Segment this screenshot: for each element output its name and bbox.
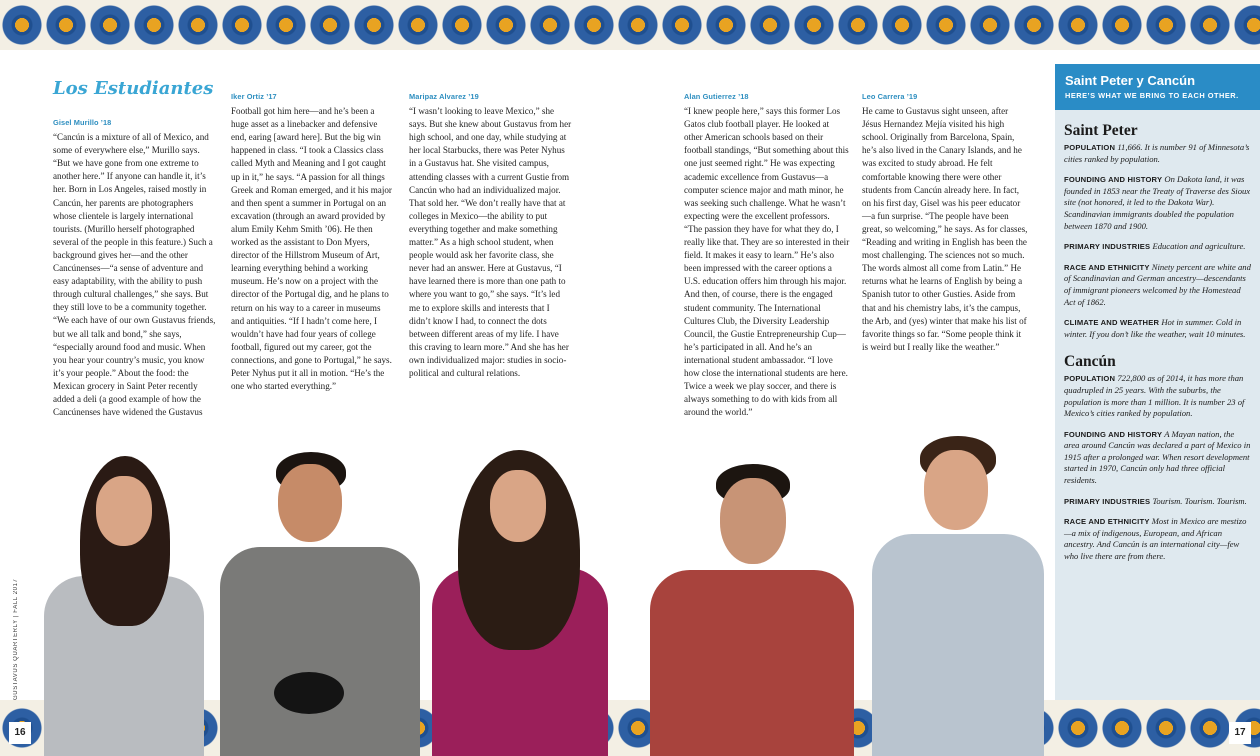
sidebar-header <box>1055 64 1260 110</box>
sidebar-facts <box>1055 64 1260 700</box>
fact-text: Most in Mexico are mestizo—a mix of indigenous, European, and African ancestry. And Cancún is an international city—few who live there are from there. <box>1064 516 1247 562</box>
cancun-ethnicity <box>1064 516 1251 562</box>
student-column-ortiz <box>231 90 394 393</box>
sidebar-body <box>1055 110 1260 563</box>
fact-label: PRIMARY INDUSTRIES <box>1064 496 1151 506</box>
student-column-carrera <box>862 90 1028 354</box>
student-column-gutierrez <box>684 90 850 419</box>
saint-peter-industries <box>1064 241 1251 253</box>
student-byline: Alan Gutierrez ’18 <box>684 92 749 101</box>
student-text: “Cancún is a mixture of all of Mexico, and some of everywhere else,” Murillo says. “But we have gone from one extreme to another here.” If anyone can handle it, it’s her. Born in Los Angeles, raised mostly in Cancún, her parents are photographers whose clientele is largely international tourists. (Murillo herself photographed several of the people in this feature.) Such a background gives her—and the other Cancúnenses—“a sense of adventure and easy adaptability, with the ability to push through cultural challenges,” she says. But they still love to be a community together. “We each have of our own Gustavus friends, but we all talk and bond,” she says, “especially around food and music. When you hear your country’s music, you know it’s your people.” About the food: the Mexican grocery in Saint Peter recently added a deli (a good example of how the Cancúnenses have widened the Gustavus <box>53 132 216 418</box>
sidebar-subtitle: HERE’S WHAT WE BRING TO EACH OTHER. <box>1065 91 1239 100</box>
sidebar-title: Saint Peter y Cancún <box>1065 73 1196 88</box>
student-text: He came to Gustavus sight unseen, after Jésus Hernandez Mejía visited his high school. Originally from Barcelona, Spain, he’s also lived in the Canary Islands, and he was excited to study abroad. He felt comfortable knowing there were other students from Cancún already here. In fact, on his first day, Gisel was his peer educator—a fun surprise. “The people have been great, so welcoming,” he says. As for classes, “Reading and writing in English has been the most challenging. The sciences not so much. The words almost all come from Latin.” He returns what he learns of English by being a Spanish tutor to other Gusties. Aside from that and his chemistry labs, it’s the campus, the Arb, and (yes) winter that make his list of favorite things so far. “Some people think it is weird but I really like the weather.” <box>862 106 1028 352</box>
cancun-industries <box>1064 496 1251 508</box>
cancun-heading: Cancún <box>1064 353 1116 371</box>
fact-text: Hot in summer. Cold in winter. If you don’t like the weather, wait 10 minutes. <box>1064 317 1246 339</box>
fact-label: FOUNDING AND HISTORY <box>1064 175 1163 185</box>
student-column-murillo <box>53 116 217 419</box>
student-column-alvarez <box>409 90 573 380</box>
section-title: Los Estudiantes <box>53 78 214 99</box>
student-byline: Iker Ortiz ’17 <box>231 92 277 101</box>
fact-text: 722,800 as of 2014, it has more than quadrupled in 25 years. With the suburbs, the population is more than 1 million. It is number 23 of Mexico’s cities ranked by population. <box>1064 373 1245 419</box>
page-number-left: 16 <box>9 722 31 744</box>
student-text: “I wasn’t looking to leave Mexico,” she says. But she knew about Gustavus from her high school, and one day, while studying at her local Starbucks, there was Peter Nyhus in a Gustavus hat. She visited campus, attending classes with a current Gustie from Cancún who had an individualized major. That sold her. “We don’t really have that at colleges in Mexico—the ability to put everything together and make something matter.” As a high school student, when people would ask her favorite class, she never had an answer. Here at Gustavus, “I have learned there is more than one path to where you want to go,” she says. “It’s led me to explore skills and interests that I didn’t know I had, to connect the dots between different areas of my life. I have this craving to learn more.” And she has her own individualized major: studies in socio-political and cultural relations. <box>409 106 572 378</box>
folio-left: GUSTAVUS QUARTERLY | FALL 2017 <box>13 578 19 700</box>
fact-label: CLIMATE AND WEATHER <box>1064 318 1160 328</box>
student-byline: Maripaz Alvarez ’19 <box>409 92 479 101</box>
saint-peter-heading: Saint Peter <box>1064 122 1138 139</box>
decorative-tile-border-top <box>0 0 1260 50</box>
portrait-maripaz <box>428 450 610 756</box>
fact-label: FOUNDING AND HISTORY <box>1064 429 1163 439</box>
saint-peter-history <box>1064 174 1251 232</box>
fact-label: POPULATION <box>1064 374 1116 384</box>
portrait-leo <box>870 436 1046 756</box>
fact-text: Education and agriculture. <box>1150 241 1246 252</box>
portrait-gisel <box>40 456 208 756</box>
fact-text: 11,666. It is number 91 of Minnesota’s cities ranked by population. <box>1064 142 1250 164</box>
fact-label: RACE AND ETHNICITY <box>1064 517 1150 527</box>
saint-peter-climate <box>1064 317 1251 340</box>
student-byline: Leo Carrera ’19 <box>862 92 918 101</box>
fact-text: A Mayan nation, the area around Cancún was declared a part of Mexico in 1915 after a prolonged war. When resort development started in 1970, Cancún only had three official residents. <box>1064 428 1251 486</box>
fact-text: Ninety percent are white and of Scandinavian and German ancestry—descendants of immigrant pioneers welcomed by the Homestead Act of 1862. <box>1064 261 1251 307</box>
page-number-right: 17 <box>1229 722 1251 744</box>
saint-peter-population <box>1064 142 1251 165</box>
student-text: “I knew people here,” says this former Los Gatos club football player. He looked at other American schools based on their football standings, “But something about this one just seemed right.” He was expecting academic excellence from Gustavus—a computer science major and math minor, he was seeking such challenge. What he wasn’t expecting were the excellent professors. “The passion they have for what they do, I really like that. They are so interested in their field. It makes it easy to learn.” He’s also been impressed with the career options a U.S. education offers him through his major. And then, of course, there is the engaged student community. The International Cultures Club, the Diversity Leadership Council, the Gustie Entrepreneurship Cup—he’s participated in all. And he’s an international student ambassador. “I love how close the international students are here. Twice a week we play soccer, and there is always something to do with kids from all around the world.” <box>684 106 850 418</box>
saint-peter-ethnicity <box>1064 262 1251 308</box>
cancun-history <box>1064 429 1251 487</box>
student-portraits <box>40 420 1050 756</box>
cancun-population <box>1064 373 1251 419</box>
student-text: Football got him here—and he’s been a huge asset as a linebacker and defensive end, earing [award here]. But the big win happened in class. “I took a Classics class called Myth and Meaning and I got caught up in it,” he says. “A passion for all things Greek and Roman emerged, and it his major and then spent a summer in Portugal on an excavation (through an award provided by alum Emily Kehm Smith ’06). He then worked as the assistant to Don Myers, director of the Hillstrom Museum of Art, learning everything behind a working museum. He’s now on a project with the director of the Portugal dig, and he plans to return on his way to a career in museums and antiquities. “If I hadn’t come here, I wouldn’t have had four years of college football, figured out my career, got the connections, and gone to Portugal,” he says. Peter Nyhus put it all in motion. “He’s the one who started everything.” <box>231 106 392 392</box>
fact-text: On Dakota land, it was founded in 1853 near the Treaty of Traverse des Sioux site (not honored, it led to the Dakota War). Scandinavian immigrants doubled the population between 1870 and 1900. <box>1064 174 1251 231</box>
fact-label: POPULATION <box>1064 143 1116 152</box>
fact-label: RACE AND ETHNICITY <box>1064 262 1150 272</box>
portrait-iker <box>216 452 424 756</box>
student-byline: Gisel Murillo ’18 <box>53 118 112 127</box>
portrait-alan <box>650 464 854 756</box>
fact-text: Tourism. Tourism. Tourism. <box>1150 495 1247 506</box>
fact-label: PRIMARY INDUSTRIES <box>1064 242 1151 252</box>
